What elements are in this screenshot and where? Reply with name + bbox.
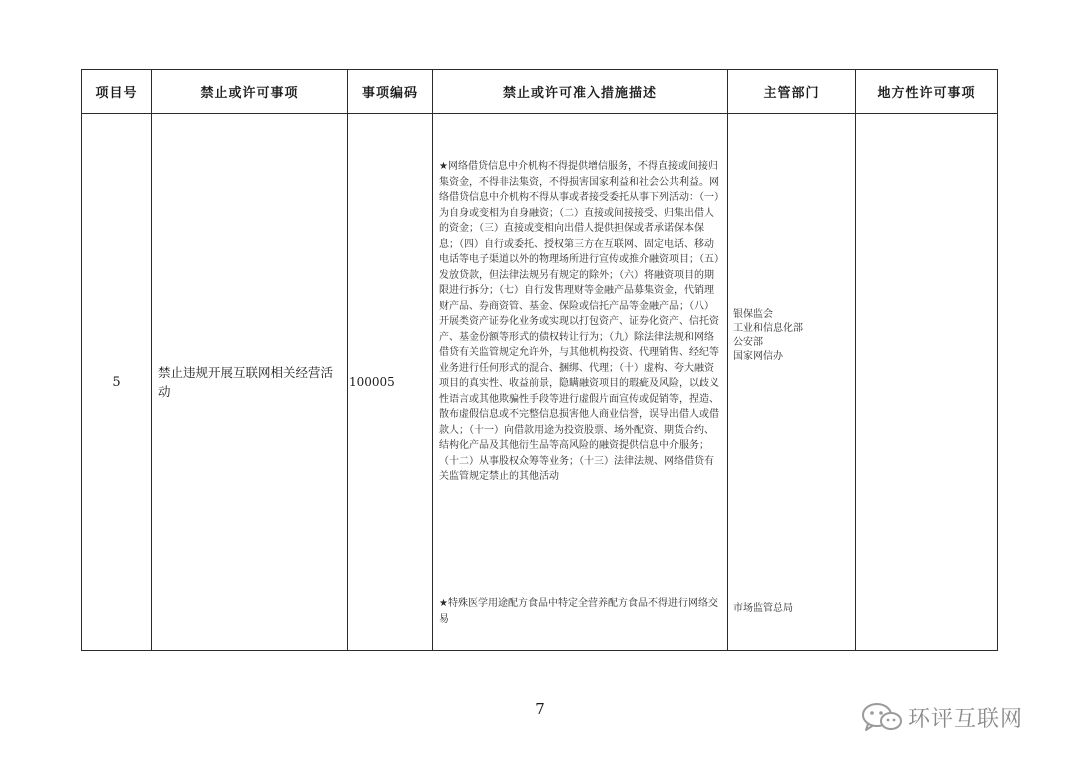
department-name: 公安部 [733, 337, 763, 348]
header-local-permit: 地方性许可事项 [856, 70, 998, 114]
table-row [82, 114, 998, 651]
header-department: 主管部门 [728, 70, 856, 114]
cell-item-number: 5 [82, 114, 152, 651]
cell-measure-description [433, 114, 728, 651]
header-measure-description: 禁止或许可准入措施描述 [433, 70, 728, 114]
department-list [733, 308, 853, 364]
header-item: 禁止或许可事项 [152, 70, 348, 114]
table-header-row [82, 70, 998, 114]
watermark-text: 环评互联网 [908, 706, 1024, 732]
description-p2p-lending: ★网络借贷信息中介机构不得提供增信服务，不得直接或间接归集资金，不得非法集资，不得损害国家利益和社会公共利益。网络借贷信息中介机构不得从事或者接受委托从事下列活动：（一）为自身或变相为自身融资；（二）直接或间接接受、归集出借人的资金；（三）直接或变相向出借人提供担保或者承诺保本保息；（四）自行或委托、授权第三方在互联网、固定电话、移动电话等电子渠道以外的物理场所进行宣传或推介融资项目；（五）发放贷款，但法律法规另有规定的除外；（六）将融资项目的期限进行拆分；（七）自行发售理财等金融产品募集资金，代销理财产品、券商资管、基金、保险或信托产品等金融产品；（八）开展类资产证券化业务或实现以打包资产、证券化资产、信托资产、基金份额等形式的债权转让行为；（九）除法律法规和网络借贷有关监管规定允许外，与其他机构投资、代理销售、经纪等业务进行任何形式的混合、捆绑、代理；（十）虚构、夸大融资项目的真实性、收益前景，隐瞒融资项目的瑕疵及风险，以歧义性语言或其他欺骗性手段等进行虚假片面宣传或促销等，捏造、散布虚假信息或不完整信息损害他人商业信誉，误导出借人或借款人；（十一）向借款用途为投资股票、场外配资、期货合约、结构化产品及其他衍生品等高风险的融资提供信息中介服务；（十二）从事股权众筹等业务；（十三）法律法规、网络借贷有关监管规定禁止的其他活动 [439, 161, 719, 482]
department-name: 银保监会 [733, 309, 773, 320]
department-name: 工业和信息化部 [733, 323, 803, 334]
header-item-number: 项目号 [82, 70, 152, 114]
description-medical-food: ★特殊医学用途配方食品中特定全营养配方食品不得进行网络交易 [439, 598, 718, 625]
cell-item: 禁止违规开展互联网相关经营活动 [152, 114, 348, 651]
cell-department [728, 114, 856, 651]
page-number: 7 [535, 700, 545, 718]
wechat-icon [860, 701, 904, 733]
cell-item-code: 100005 [348, 114, 433, 651]
department-market-regulation: 市场监管总局 [733, 603, 793, 614]
permit-table [81, 69, 998, 651]
cell-local-permit [856, 114, 998, 651]
watermark [860, 700, 1023, 734]
department-name: 国家网信办 [733, 351, 783, 362]
header-item-code: 事项编码 [348, 70, 433, 114]
